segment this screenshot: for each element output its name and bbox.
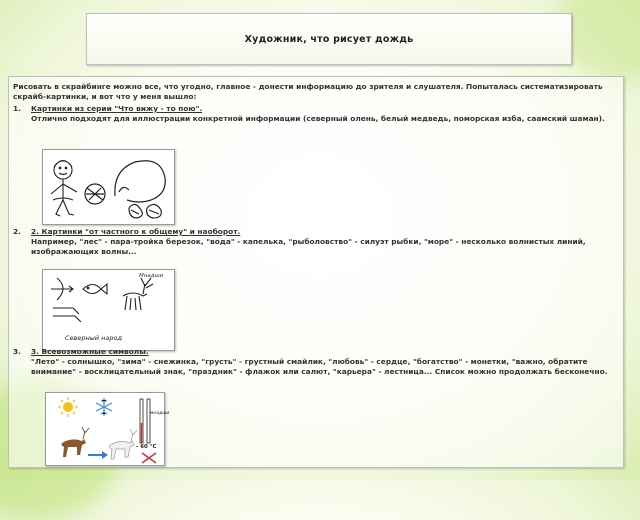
thermometer-label-top: мнадши	[150, 411, 170, 416]
list-text: Например, "лес" - пара-тройка березок, "вода" - капелька, "рыболовство" - силуэт рыбки, "море" - несколько волнистых линий, изображающих волны...	[31, 237, 586, 256]
crossed-out-icon	[142, 453, 156, 463]
intro-paragraph: Рисовать в скрайбинге можно все, что угодно, главное - донести информацию до зрителя и слушателя. Попыталась систематизировать скрайб-картинки, и вот что у меня вышло:	[13, 82, 603, 101]
thermometer-label-bottom: - 60 °С	[136, 444, 157, 450]
scribe-picture-1[interactable]	[42, 149, 175, 225]
list-item-1	[13, 104, 619, 124]
thermometer-icon	[140, 399, 150, 443]
list-text: "Лето" - солнышко, "зима" - снежинка, "грусть" - грустный смайлик, "любовь" - сердце, "богатство" - монетки, "важно, обратите внимание" - восклицательный знак, "праздник" - флажок или салют, "карьера" - лестница... Список можно продолжать бесконечно.	[31, 357, 608, 376]
scribe-sketch-symbols-colored	[46, 393, 164, 465]
scribe-picture-3[interactable]	[45, 392, 170, 466]
list-heading: Картинки из серии "Что вижу - то пою".	[31, 104, 203, 113]
scribe-sketch-person	[43, 150, 174, 224]
list-heading: 2. Картинки "от частного к общему" и наоборот.	[31, 227, 241, 236]
list-heading: 3. Всевозможные символы.	[31, 347, 149, 356]
title-box[interactable]	[86, 13, 572, 65]
list-item-2	[13, 227, 619, 257]
picture-label-top: Мнадши	[139, 273, 164, 279]
scribe-picture-2[interactable]	[42, 269, 175, 351]
deer-icon-brown	[61, 427, 89, 457]
snowflake-icon	[96, 398, 112, 416]
list-item-3	[13, 347, 619, 377]
sun-icon	[58, 397, 78, 417]
arrow-icon	[88, 451, 108, 459]
list-number: 3.	[13, 347, 21, 356]
list-number: 1.	[13, 104, 21, 113]
content-box[interactable]	[8, 76, 624, 468]
picture-label-bottom: Северный народ	[65, 334, 122, 342]
deer-icon-white	[109, 429, 137, 459]
list-text: Отлично подходят для иллюстрации конкретной информации (северный олень, белый медведь, поморская изба, саамский шаман).	[31, 114, 605, 123]
list-number: 2.	[13, 227, 21, 236]
slide-title: Художник, что рисует дождь	[244, 33, 414, 45]
background-glow-top-right	[560, 0, 640, 80]
